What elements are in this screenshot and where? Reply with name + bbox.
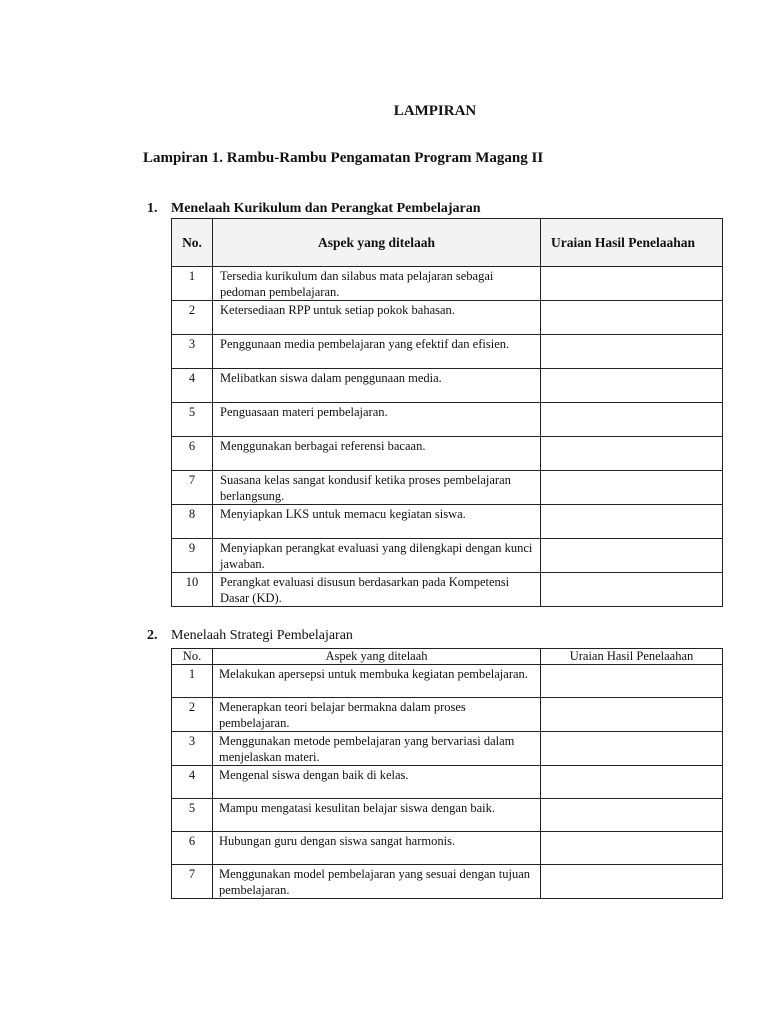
row-uraian [541,471,723,505]
row-uraian [541,335,723,369]
row-uraian [541,732,723,766]
row-uraian [541,573,723,607]
row-aspek: Mengenal siswa dengan baik di kelas. [213,766,541,799]
section-1-title: Menelaah Kurikulum dan Perangkat Pembelajaran [171,201,481,216]
row-aspek: Suasana kelas sangat kondusif ketika proses pembelajaran berlangsung. [213,471,541,505]
table-row [172,539,723,573]
row-uraian [541,437,723,471]
row-number: 2 [172,301,213,335]
row-number: 2 [172,698,213,732]
row-aspek: Melibatkan siswa dalam penggunaan media. [213,369,541,403]
row-uraian [541,766,723,799]
table-row [172,865,723,899]
row-aspek: Menggunakan metode pembelajaran yang bervariasi dalam menjelaskan materi. [213,732,541,766]
row-number: 6 [172,832,213,865]
table-row [172,505,723,539]
row-number: 5 [172,799,213,832]
section-1-heading [147,201,481,217]
section-1-number: 1. [147,201,158,216]
header-aspek: Aspek yang ditelaah [213,649,541,665]
table-row [172,732,723,766]
row-aspek: Tersedia kurikulum dan silabus mata pelajaran sebagai pedoman pembelajaran. [213,267,541,301]
row-number: 4 [172,369,213,403]
row-number: 3 [172,335,213,369]
header-no: No. [172,219,213,267]
section-2-heading [147,628,353,644]
row-aspek: Menyiapkan perangkat evaluasi yang dilengkapi dengan kunci jawaban. [213,539,541,573]
table-row [172,766,723,799]
row-number: 4 [172,766,213,799]
table-row [172,799,723,832]
row-uraian [541,267,723,301]
row-uraian [541,799,723,832]
strategy-table-body [172,665,723,899]
row-number: 8 [172,505,213,539]
header-uraian: Uraian Hasil Penelaahan [541,219,723,267]
row-number: 6 [172,437,213,471]
row-number: 1 [172,267,213,301]
table-row [172,573,723,607]
header-aspek: Aspek yang ditelaah [213,219,541,267]
row-aspek: Menerapkan teori belajar bermakna dalam proses pembelajaran. [213,698,541,732]
row-uraian [541,865,723,899]
table-row [172,403,723,437]
row-uraian [541,539,723,573]
page-title: LAMPIRAN [393,103,477,119]
page-subtitle: Lampiran 1. Rambu-Rambu Pengamatan Program Magang II [143,150,544,166]
curriculum-table-body [172,267,723,607]
row-number: 9 [172,539,213,573]
row-number: 5 [172,403,213,437]
table-row [172,437,723,471]
row-uraian [541,369,723,403]
row-aspek: Mampu mengatasi kesulitan belajar siswa dengan baik. [213,799,541,832]
strategy-table [171,648,723,899]
row-aspek: Penggunaan media pembelajaran yang efektif dan efisien. [213,335,541,369]
row-aspek: Ketersediaan RPP untuk setiap pokok bahasan. [213,301,541,335]
table-row [172,665,723,698]
row-aspek: Menggunakan model pembelajaran yang sesuai dengan tujuan pembelajaran. [213,865,541,899]
table-row [172,335,723,369]
section-2-number: 2. [147,628,158,643]
row-uraian [541,301,723,335]
row-number: 7 [172,865,213,899]
row-aspek: Melakukan apersepsi untuk membuka kegiatan pembelajaran. [213,665,541,698]
table-row [172,369,723,403]
row-uraian [541,505,723,539]
table-row [172,832,723,865]
row-uraian [541,403,723,437]
row-aspek: Penguasaan materi pembelajaran. [213,403,541,437]
section-2-title: Menelaah Strategi Pembelajaran [171,628,353,643]
table-row [172,471,723,505]
table-header-row [172,649,723,665]
row-number: 1 [172,665,213,698]
row-number: 3 [172,732,213,766]
header-no: No. [172,649,213,665]
row-aspek: Menggunakan berbagai referensi bacaan. [213,437,541,471]
table-row [172,267,723,301]
row-aspek: Hubungan guru dengan siswa sangat harmonis. [213,832,541,865]
curriculum-table [171,218,723,607]
table-row [172,698,723,732]
row-aspek: Menyiapkan LKS untuk memacu kegiatan siswa. [213,505,541,539]
row-uraian [541,698,723,732]
row-number: 10 [172,573,213,607]
table-header-row [172,219,723,267]
row-uraian [541,665,723,698]
table-row [172,301,723,335]
row-uraian [541,832,723,865]
header-uraian: Uraian Hasil Penelaahan [541,649,723,665]
row-number: 7 [172,471,213,505]
row-aspek: Perangkat evaluasi disusun berdasarkan pada Kompetensi Dasar (KD). [213,573,541,607]
